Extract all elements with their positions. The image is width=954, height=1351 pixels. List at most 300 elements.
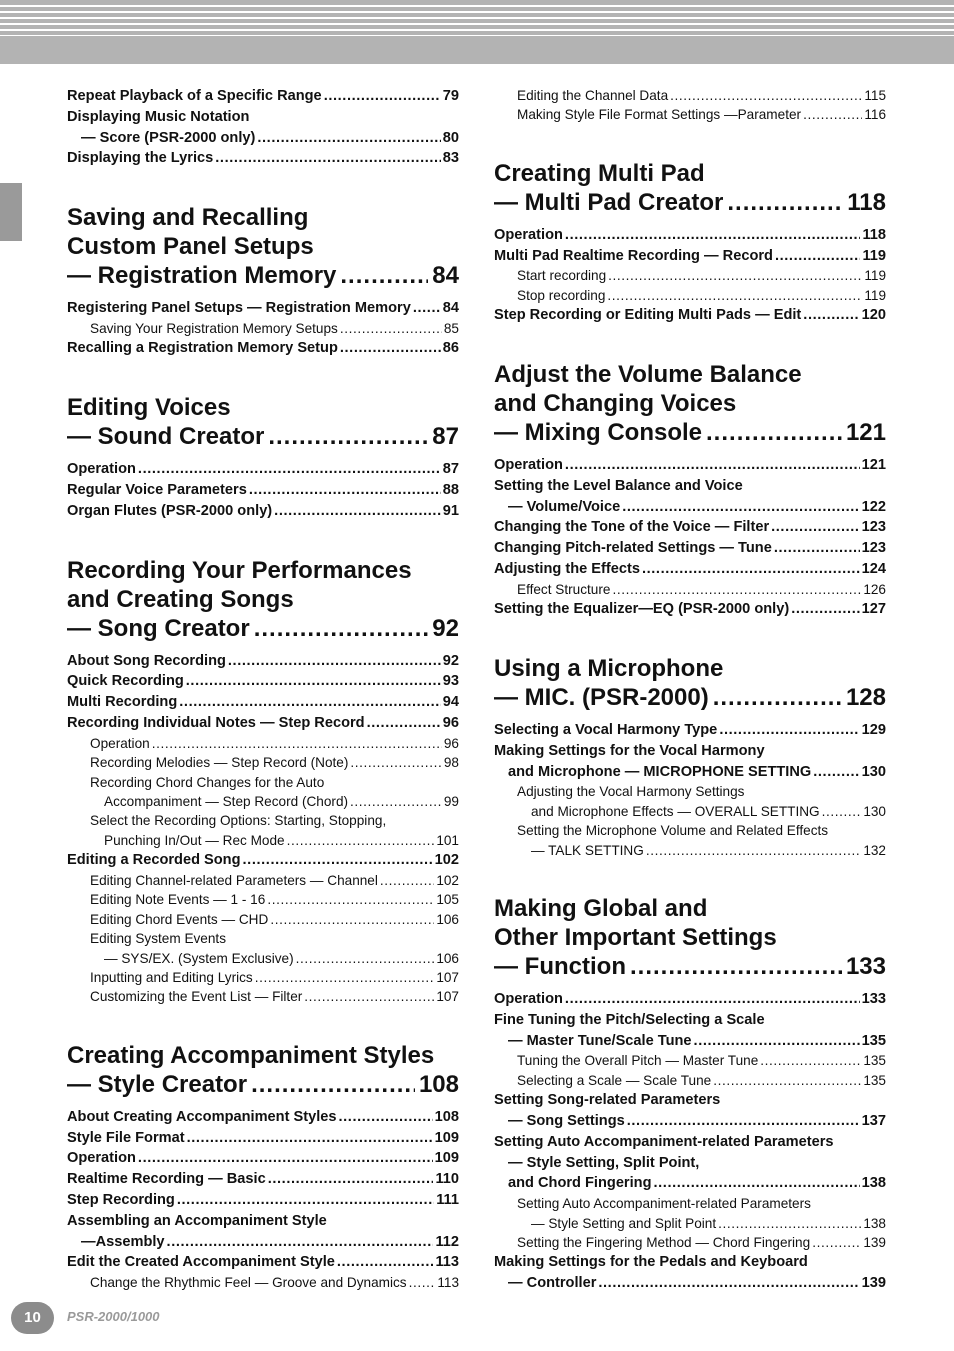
toc-entry-page: 138: [863, 1215, 886, 1231]
dot-leader: [249, 480, 441, 501]
dot-leader: [287, 831, 435, 850]
toc-entry: [67, 713, 459, 734]
toc-entry-title: — Master Tune/Scale Tune: [508, 1032, 692, 1049]
toc-section: [67, 1041, 459, 1293]
dot-leader: [713, 683, 842, 712]
dot-leader: [694, 1031, 860, 1052]
toc-entry: [67, 651, 459, 672]
toc-entry-title: — Song Settings: [508, 1113, 625, 1130]
toc-entry: [494, 599, 886, 620]
toc-right-column: [494, 86, 886, 1294]
toc-entry-page: 130: [863, 803, 886, 819]
section-page: 128: [845, 684, 886, 711]
toc-entry-page: 119: [864, 268, 886, 284]
toc-entry-title: Recording Individual Notes — Step Record: [67, 714, 365, 731]
toc-entry: [494, 538, 886, 559]
toc-entry-title: and Chord Fingering: [508, 1175, 652, 1192]
section-title-text: — Registration Memory: [67, 262, 337, 290]
toc-entry: [67, 850, 459, 871]
dot-leader: [622, 497, 859, 518]
section-title-line: Creating Multi Pad: [494, 159, 705, 187]
toc-entry-page: 135: [863, 1053, 886, 1069]
toc-entry-title: Fine Tuning the Pitch/Selecting a Scale: [494, 1011, 765, 1028]
toc-entry-title: Editing Channel-related Parameters — Channel: [90, 873, 378, 888]
toc-entry-title: Operation: [494, 226, 563, 243]
toc-entry-title: — Style Setting, Split Point,: [508, 1154, 700, 1171]
dot-leader: [719, 720, 859, 741]
toc-entry-page: 135: [863, 1072, 886, 1088]
toc-entry: [67, 1190, 459, 1211]
toc-entry-title: Edit the Created Accompaniment Style: [67, 1254, 335, 1271]
dot-leader: [409, 1273, 436, 1292]
section-page: 118: [847, 188, 886, 216]
toc-entry-page: 91: [442, 502, 459, 519]
toc-entry-page: 137: [861, 1113, 886, 1130]
toc-entry-title: Repeat Playback of a Specific Range: [67, 88, 322, 104]
toc-section: [494, 894, 886, 1294]
toc-entry: [67, 1107, 459, 1128]
toc-entry: [67, 929, 459, 948]
toc-entry-title: Selecting a Vocal Harmony Type: [494, 722, 718, 738]
toc-entry-page: 126: [863, 581, 886, 597]
dot-leader: [152, 734, 442, 753]
toc-entry-title: Tuning the Overall Pitch — Master Tune: [517, 1053, 759, 1069]
dot-leader: [350, 753, 441, 772]
dot-leader: [138, 459, 441, 480]
toc-entry-page: 122: [861, 498, 886, 515]
dot-leader: [267, 890, 434, 909]
toc-entry: [67, 1148, 459, 1169]
section-title-line: Saving and Recalling: [67, 204, 309, 232]
toc-entry-title: and Microphone — MICROPHONE SETTING: [508, 763, 812, 780]
toc-entry: [494, 989, 886, 1010]
dot-leader: [718, 1214, 861, 1233]
dot-leader: [251, 1070, 415, 1099]
section-title-last-line: [67, 614, 459, 643]
dot-leader: [803, 105, 862, 124]
section-title-line: Using a Microphone: [494, 655, 724, 682]
toc-entry-title: Regular Voice Parameters: [67, 481, 247, 498]
dot-leader: [186, 671, 441, 692]
toc-entry-page: 115: [864, 88, 886, 103]
dot-leader: [822, 802, 862, 821]
section-title-line: Recording Your Performances: [67, 556, 412, 584]
toc-entry-page: 132: [863, 842, 886, 858]
toc-entry-title: Multi Pad Realtime Recording — Record: [494, 247, 773, 264]
toc-entry-page: 94: [442, 694, 459, 711]
toc-entry: [67, 1211, 459, 1232]
toc-section: [67, 556, 459, 1007]
toc-entry-title: and Microphone Effects — OVERALL SETTING: [531, 803, 820, 819]
toc-entry-title: Inputting and Editing Lyrics: [90, 970, 253, 986]
toc-section: [494, 654, 886, 860]
dot-leader: [413, 298, 441, 319]
dot-leader: [167, 1232, 434, 1253]
toc-section: [67, 203, 459, 359]
section-title-text: — Sound Creator: [67, 423, 265, 451]
page-header-band: [0, 0, 954, 64]
toc-entry-title: Editing System Events: [90, 931, 226, 947]
toc-entry-title: Organ Flutes (PSR-2000 only): [67, 502, 273, 519]
toc-entry: [494, 720, 886, 741]
dot-leader: [340, 319, 442, 338]
toc-entry: [494, 1173, 886, 1194]
toc-entry-title: Saving Your Registration Memory Setups: [90, 320, 338, 336]
dot-leader: [324, 86, 441, 107]
section-title-last-line: [67, 261, 459, 290]
toc-entry: [494, 1214, 886, 1233]
section-title-text: — Function: [494, 953, 626, 981]
toc-entry-page: 99: [443, 793, 459, 809]
toc-entry-title: Editing the Channel Data: [517, 88, 669, 103]
toc-entry-title: Setting the Microphone Volume and Related Effects: [517, 823, 829, 839]
section-title: [67, 556, 459, 643]
dot-leader: [713, 1071, 861, 1090]
toc-entry-title: Registering Panel Setups — Registration Memory: [67, 300, 411, 317]
toc-entry-page: 96: [443, 735, 459, 751]
toc-entry-page: 123: [861, 540, 886, 557]
section-title-text: — Mixing Console: [494, 419, 703, 447]
section-title-text: — Song Creator: [67, 614, 250, 642]
toc-entry-title: Making Style File Format Settings —Parameter: [517, 107, 802, 123]
toc-entry-title: Setting the Fingering Method — Chord Fingering: [517, 1235, 811, 1251]
toc-entry-title: Setting Auto Accompaniment-related Parameters: [517, 1196, 811, 1212]
toc-entry: [67, 107, 459, 128]
toc-entry: [494, 1031, 886, 1052]
dot-leader: [642, 559, 860, 580]
section-title-line: and Changing Voices: [494, 390, 737, 418]
toc-entry-title: About Creating Accompaniment Styles: [67, 1108, 337, 1125]
section-page: 108: [418, 1070, 459, 1098]
toc-entry-page: 129: [861, 722, 886, 738]
dot-leader: [608, 266, 862, 285]
toc-entry-page: 121: [861, 457, 886, 474]
toc-entry-page: 135: [861, 1032, 886, 1049]
section-title-text: — Multi Pad Creator: [494, 188, 724, 216]
section-page: 133: [845, 953, 886, 981]
section-title-line: Creating Accompaniment Styles: [67, 1041, 435, 1069]
toc-entry: [494, 1071, 886, 1090]
toc-entry-page: 87: [442, 461, 459, 478]
toc-entry: [67, 949, 459, 968]
toc-entry-page: 98: [443, 755, 459, 771]
toc-entry: [494, 105, 886, 124]
toc-entry: [67, 987, 459, 1006]
toc-entry: [67, 910, 459, 929]
toc-entry-page: 83: [442, 150, 459, 167]
dot-leader: [340, 338, 441, 359]
toc-entry: [67, 338, 459, 359]
toc-entry-title: Operation: [494, 991, 563, 1008]
toc-entry-title: Operation: [90, 735, 150, 751]
toc-entry-title: Selecting a Scale — Scale Tune: [517, 1072, 712, 1088]
dot-leader: [337, 1252, 434, 1273]
dot-leader: [268, 1169, 434, 1190]
toc-entry: [67, 501, 459, 522]
toc-entry-title: Adjusting the Vocal Harmony Settings: [517, 784, 745, 800]
toc-entry-title: Operation: [67, 1150, 136, 1167]
toc-entry: [67, 968, 459, 987]
toc-entry-title: — Controller: [508, 1275, 597, 1292]
toc-entry: [67, 1252, 459, 1273]
toc-entry-title: Editing Chord Events — CHD: [90, 911, 269, 927]
toc-entry-page: 106: [436, 911, 459, 927]
section-title-line: Editing Voices: [67, 394, 231, 422]
dot-leader: [138, 1148, 433, 1169]
section-title-text: — Style Creator: [67, 1070, 248, 1098]
toc-entry: [494, 821, 886, 840]
toc-entry: [67, 480, 459, 501]
toc-entry: [67, 792, 459, 811]
toc-entry-page: 102: [434, 852, 459, 869]
toc-entry: [494, 1233, 886, 1252]
toc-entry-title: Displaying Music Notation: [67, 108, 250, 125]
section-title: [494, 894, 886, 981]
dot-leader: [627, 1111, 860, 1132]
section-title-last-line: [494, 952, 886, 981]
toc-entry-title: Recording Melodies — Step Record (Note): [90, 755, 349, 771]
toc-entry: [67, 692, 459, 713]
toc-entry: [494, 762, 886, 783]
dot-leader: [612, 580, 861, 599]
toc-entry: [67, 871, 459, 890]
section-title-line: Other Important Settings: [494, 924, 777, 952]
toc-entry-title: Style File Format: [67, 1129, 185, 1146]
toc-entry: [494, 1273, 886, 1294]
page-number-badge: 10: [11, 1302, 54, 1334]
toc-entry-title: Step Recording: [67, 1192, 175, 1209]
toc-entry-page: 123: [861, 519, 886, 536]
dot-leader: [380, 871, 434, 890]
toc-entry-page: 119: [862, 247, 886, 264]
toc-section: [67, 393, 459, 521]
toc-entry-title: Changing the Tone of the Voice — Filter: [494, 519, 770, 536]
toc-entry-title: Multi Recording: [67, 694, 178, 711]
toc-entry-page: 113: [437, 1275, 459, 1291]
section-page: 84: [432, 262, 459, 290]
dot-leader: [760, 1051, 861, 1070]
toc-entry-page: 108: [434, 1108, 459, 1125]
toc-entry-page: 101: [436, 832, 459, 848]
toc-entry-page: 110: [435, 1171, 459, 1188]
toc-entry: [67, 148, 459, 169]
dot-leader: [630, 952, 842, 981]
toc-entry: [494, 1132, 886, 1153]
toc-entry-page: 96: [442, 714, 459, 731]
toc-entry: [494, 741, 886, 762]
toc-entry-title: Editing Note Events — 1 - 16: [90, 892, 266, 908]
toc-entry-page: 133: [861, 991, 886, 1008]
toc-entry: [494, 455, 886, 476]
toc-entry: [494, 1252, 886, 1273]
toc-entry: [67, 86, 459, 107]
dot-leader: [646, 841, 862, 860]
toc-entry-title: Editing a Recorded Song: [67, 852, 241, 869]
toc-entry: [494, 266, 886, 285]
toc-entry-page: 85: [443, 320, 459, 336]
dot-leader: [565, 455, 860, 476]
dot-leader: [339, 1107, 433, 1128]
toc-entry-page: 105: [436, 892, 459, 908]
dot-leader: [727, 188, 843, 217]
toc-entry-title: Stop recording: [517, 287, 606, 303]
toc-entry-page: 138: [861, 1175, 886, 1192]
toc-entry-page: 118: [862, 226, 886, 243]
toc-entry-title: — Score (PSR-2000 only): [81, 129, 256, 146]
toc-entry: [67, 1232, 459, 1253]
section-title: [494, 159, 886, 217]
toc-entry-page: 112: [435, 1233, 459, 1250]
toc-entry-title: Setting the Level Balance and Voice: [494, 477, 743, 494]
toc-entry-page: 139: [861, 1275, 886, 1292]
toc-section: [494, 360, 886, 620]
dot-leader: [268, 422, 428, 451]
toc-entry-page: 80: [442, 129, 459, 146]
dot-leader: [654, 1173, 860, 1194]
toc-entry-title: Customizing the Event List — Filter: [90, 989, 303, 1005]
section-page: 121: [845, 419, 886, 447]
dot-leader: [706, 418, 842, 447]
dot-leader: [215, 148, 441, 169]
toc-entry-title: Start recording: [517, 268, 607, 284]
section-title-last-line: [494, 188, 886, 217]
section-title-line: Adjust the Volume Balance: [494, 361, 802, 389]
section-title-line: and Creating Songs: [67, 585, 294, 613]
section-title-last-line: [494, 418, 886, 447]
toc-entry-title: — TALK SETTING: [531, 842, 644, 858]
toc-entry-title: Effect Structure: [517, 581, 611, 597]
dot-leader: [340, 261, 428, 290]
dot-leader: [274, 501, 441, 522]
dot-leader: [177, 1190, 434, 1211]
toc-entry-page: 106: [436, 950, 459, 966]
toc-entry-title: About Song Recording: [67, 652, 226, 669]
toc-entry-page: 120: [861, 307, 886, 324]
section-title: [67, 393, 459, 451]
toc-entry-title: Quick Recording: [67, 673, 184, 690]
toc-entry: [67, 811, 459, 830]
toc-entry: [494, 1090, 886, 1111]
toc-entry-title: Operation: [494, 457, 563, 474]
toc-entry: [67, 734, 459, 753]
toc-entry-title: Recalling a Registration Memory Setup: [67, 340, 338, 357]
toc-entry: [67, 459, 459, 480]
toc-entry: [494, 1111, 886, 1132]
toc-entry-title: —Assembly: [81, 1233, 165, 1250]
toc-entry-page: 102: [436, 873, 459, 888]
section-title: [494, 654, 886, 712]
toc-entry-title: Accompaniment — Step Record (Chord): [104, 793, 349, 809]
toc-entry: [494, 246, 886, 267]
toc-entry: [67, 890, 459, 909]
dot-leader: [187, 1128, 433, 1149]
toc-entry: [67, 831, 459, 850]
toc-entry-page: 111: [436, 1192, 459, 1209]
toc-continued-entries: [494, 86, 886, 125]
dot-leader: [243, 850, 433, 871]
toc-entry-title: Change the Rhythmic Feel — Groove and Dynamics: [90, 1275, 407, 1291]
toc-entry-page: 107: [436, 989, 459, 1005]
toc-entry: [494, 1051, 886, 1070]
toc-entry-page: 130: [861, 763, 886, 780]
toc-entry-title: Punching In/Out — Rec Mode: [104, 832, 285, 848]
toc-entry: [67, 753, 459, 772]
toc-entry-page: 139: [863, 1235, 886, 1251]
side-tab-marker: [0, 183, 22, 241]
toc-entry-title: Setting the Equalizer—EQ (PSR-2000 only): [494, 601, 790, 618]
toc-entry-page: 88: [442, 481, 459, 498]
toc-entry: [67, 298, 459, 319]
dot-leader: [296, 949, 435, 968]
toc-entry: [494, 802, 886, 821]
dot-leader: [257, 128, 440, 149]
dot-leader: [350, 792, 442, 811]
dot-leader: [771, 517, 860, 538]
toc-entry-title: Making Settings for the Pedals and Keyboard: [494, 1254, 808, 1271]
section-title-text: — MIC. (PSR-2000): [494, 684, 709, 711]
toc-entry: [67, 319, 459, 338]
section-title-last-line: [494, 683, 886, 712]
section-title-line: Making Global and: [494, 895, 708, 923]
toc-entry: [67, 1169, 459, 1190]
dot-leader: [670, 86, 862, 105]
toc-entry: [494, 1153, 886, 1174]
toc-entry-title: Making Settings for the Vocal Harmony: [494, 742, 765, 759]
toc-entry: [494, 517, 886, 538]
dot-leader: [304, 987, 434, 1006]
toc-entry-page: 119: [864, 287, 886, 303]
toc-entry-page: 86: [442, 340, 459, 357]
section-title: [67, 203, 459, 290]
toc-entry: [494, 305, 886, 326]
toc-entry-title: Step Recording or Editing Multi Pads — Edit: [494, 307, 802, 324]
toc-entry-page: 109: [434, 1150, 459, 1167]
toc-entry-page: 127: [861, 601, 886, 618]
toc-entry-page: 79: [442, 88, 459, 104]
toc-entry-title: Recording Chord Changes for the Auto: [90, 774, 325, 790]
toc-entry: [494, 286, 886, 305]
toc-entry-title: Setting Song-related Parameters: [494, 1092, 721, 1109]
toc-entry-title: Changing Pitch-related Settings — Tune: [494, 540, 772, 557]
toc-entry-title: Assembling an Accompaniment Style: [67, 1212, 327, 1229]
toc-entry-page: 116: [864, 107, 886, 123]
toc-entry: [494, 497, 886, 518]
toc-entry: [67, 1273, 459, 1292]
toc-entry-title: — Volume/Voice: [508, 498, 621, 515]
section-page: 92: [432, 614, 459, 642]
dot-leader: [607, 286, 862, 305]
toc-left-column: [67, 86, 459, 1293]
toc-entry: [494, 559, 886, 580]
toc-entry-title: Select the Recording Options: Starting, Stopping,: [90, 813, 387, 829]
dot-leader: [179, 692, 441, 713]
dot-leader: [775, 246, 861, 267]
toc-entry: [494, 1194, 886, 1213]
dot-leader: [367, 713, 441, 734]
toc-entry-page: 113: [435, 1254, 459, 1271]
dot-leader: [598, 1273, 859, 1294]
section-page: 87: [432, 423, 459, 451]
dot-leader: [254, 614, 429, 643]
dot-leader: [255, 968, 435, 987]
toc-entry: [494, 86, 886, 105]
toc-entry: [67, 1128, 459, 1149]
toc-entry-page: 107: [436, 970, 459, 986]
toc-entry: [67, 128, 459, 149]
toc-entry: [494, 1010, 886, 1031]
toc-entry-page: 124: [861, 561, 886, 577]
toc-entry: [494, 580, 886, 599]
